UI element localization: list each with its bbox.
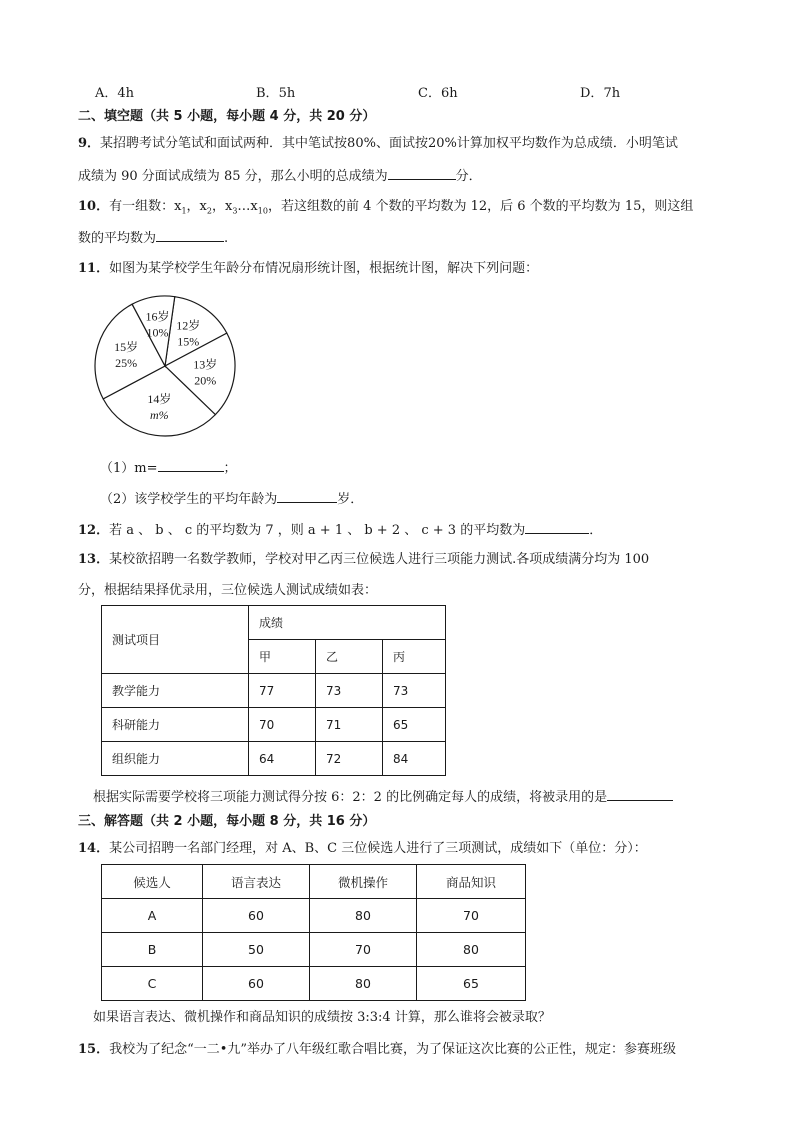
- option-d: D．7h: [580, 86, 621, 101]
- q11-line1: [78, 259, 538, 279]
- q12-line: [78, 519, 602, 541]
- cell: 60: [203, 899, 310, 933]
- q10-line1: [78, 197, 693, 222]
- q9-text: 某招聘考试分笔试和面试两种．其中笔试按80%、面试按20%计算加权平均数作为总成绩．小明笔试: [100, 136, 678, 151]
- q11-text: 如图为某学校学生年龄分布情况扇形统计图，根据统计图，解决下列问题：: [109, 261, 539, 276]
- cell: 80: [417, 933, 526, 967]
- cell: 73: [316, 674, 383, 708]
- candidate-yi: 乙: [316, 640, 383, 674]
- q10-number: 10．: [78, 199, 110, 214]
- q11-sub2-text: （2）该学校学生的平均年龄为: [100, 492, 278, 507]
- q9-line2: [78, 165, 482, 187]
- q13-line2: 分，根据结果择优录用，三位候选人测试成绩如表：: [78, 583, 378, 598]
- cell: 71: [316, 708, 383, 742]
- q11-sub1: [100, 457, 237, 479]
- table-row: [102, 865, 526, 899]
- cell: 77: [249, 674, 316, 708]
- header-item: 测试项目: [102, 606, 249, 674]
- q11-sub1-text: （1）m=: [100, 461, 158, 476]
- q14-text: 某公司招聘一名部门经理，对 A、B、C 三位候选人进行了三项测试，成绩如下（单位：分）：: [109, 841, 647, 856]
- cell: 50: [203, 933, 310, 967]
- q10-sub10: 10: [257, 206, 268, 216]
- q14-number: 14．: [78, 841, 110, 856]
- q12-answer-blank[interactable]: [525, 519, 589, 534]
- cell: 65: [417, 967, 526, 1001]
- cell: 70: [417, 899, 526, 933]
- q10-answer-blank[interactable]: [156, 227, 224, 242]
- pie-age-label: 12岁: [176, 318, 201, 333]
- pie-percent-label: m%: [150, 408, 169, 423]
- cell: 72: [316, 742, 383, 776]
- option-c: C．6h: [418, 86, 458, 101]
- header-cell: 商品知识: [417, 865, 526, 899]
- table-row: [102, 708, 446, 742]
- q10-ellipsis: …x: [237, 199, 258, 214]
- q11-number: 11．: [78, 261, 110, 276]
- header-score: 成绩: [249, 606, 446, 640]
- table-row: [102, 742, 446, 776]
- cell: A: [102, 899, 203, 933]
- q15-text: 我校为了纪念“一二•九”举办了八年级红歌合唱比赛，为了保证这次比赛的公正性，规定：参赛班级: [109, 1042, 677, 1057]
- q9-text2: 成绩为 90 分面试成绩为 85 分，那么小明的总成绩为: [78, 169, 388, 184]
- cell: 80: [310, 967, 417, 1001]
- q12-number: 12．: [78, 523, 110, 538]
- option-a: A．4h: [95, 86, 135, 101]
- row-item: 教学能力: [102, 674, 249, 708]
- q9-line1: [78, 134, 678, 154]
- table-row: [102, 606, 446, 640]
- q13-number: 13．: [78, 552, 110, 567]
- q10-text-a: 有一组数：x: [109, 199, 182, 214]
- cell: 73: [383, 674, 446, 708]
- q10-sub1: 1: [181, 206, 187, 216]
- q10-line2: [78, 227, 228, 249]
- q11-avg-blank[interactable]: [277, 488, 337, 503]
- pie-percent-label: 20%: [194, 373, 217, 388]
- table-row: [102, 967, 526, 1001]
- q14-score-table: [101, 864, 526, 1001]
- q12-end: ．: [589, 523, 603, 538]
- pie-age-label: 15岁: [114, 340, 139, 355]
- q13-text: 某校欲招聘一名数学教师，学校对甲乙丙三位候选人进行三项能力测试.各项成绩满分均为 100: [109, 552, 650, 567]
- q13-score-table: [101, 605, 446, 776]
- row-item: 科研能力: [102, 708, 249, 742]
- pie-age-label: 16岁: [145, 309, 170, 324]
- header-cell: 微机操作: [310, 865, 417, 899]
- pie-age-label: 14岁: [147, 392, 172, 407]
- q10-text2: 数的平均数为: [78, 231, 157, 246]
- q14-after: 如果语言表达、微机操作和商品知识的成绩按 3:3:4 计算，那么谁将会被录取？: [93, 1010, 551, 1025]
- q11-sub2-end: 岁．: [337, 492, 364, 507]
- q13-after: [93, 786, 673, 808]
- q15-number: 15．: [78, 1042, 110, 1057]
- age-pie-chart: [90, 294, 250, 444]
- header-cell: 语言表达: [203, 865, 310, 899]
- cell: 70: [249, 708, 316, 742]
- header-cell: 候选人: [102, 865, 203, 899]
- q13-after-text: 根据实际需要学校将三项能力测试得分按 6：2：2 的比例确定每人的成绩，将被录用的是: [93, 790, 608, 805]
- pie-percent-label: 10%: [146, 325, 169, 340]
- cell: 80: [310, 899, 417, 933]
- pie-percent-label: 25%: [115, 356, 138, 371]
- row-item: 组织能力: [102, 742, 249, 776]
- q10-sep2: ，x: [211, 199, 233, 214]
- q10-sub2: 2: [206, 206, 212, 216]
- q14-line1: [78, 839, 647, 859]
- cell: B: [102, 933, 203, 967]
- q11-sub2: [100, 488, 363, 510]
- q11-m-blank[interactable]: [158, 457, 224, 472]
- table-row: [102, 674, 446, 708]
- q9-number: 9．: [78, 136, 101, 151]
- section2-heading: 二、填空题（共 5 小题，每小题 4 分，共 20 分）: [78, 109, 376, 124]
- q10-text3: .: [224, 231, 229, 246]
- q10-text-b: ，若这组数的前 4 个数的平均数为 12，后 6 个数的平均数为 15，则这组: [267, 199, 694, 214]
- option-b: B．5h: [256, 86, 296, 101]
- q9-answer-blank[interactable]: [388, 165, 456, 180]
- cell: 65: [383, 708, 446, 742]
- cell: 64: [249, 742, 316, 776]
- q15-line1: [78, 1040, 676, 1060]
- q13-line1: [78, 550, 649, 570]
- q10-sep1: ，x: [186, 199, 207, 214]
- q13-answer-blank[interactable]: [607, 786, 673, 801]
- pie-age-label: 13岁: [193, 357, 218, 372]
- cell: 60: [203, 967, 310, 1001]
- q11-sub1-end: ；: [223, 461, 237, 476]
- pie-percent-label: 15%: [177, 334, 200, 349]
- candidate-jia: 甲: [249, 640, 316, 674]
- table-row: [102, 899, 526, 933]
- q10-sub3: 3: [232, 206, 238, 216]
- table-row: [102, 933, 526, 967]
- cell: 84: [383, 742, 446, 776]
- q12-text: 若 a 、 b 、 c 的平均数为 7 ，则 a + 1 、 b + 2 、 c + 3 的平均数为: [109, 523, 526, 538]
- section3-heading: 三、解答题（共 2 小题，每小题 8 分，共 16 分）: [78, 814, 376, 829]
- cell: 70: [310, 933, 417, 967]
- candidate-bing: 丙: [383, 640, 446, 674]
- cell: C: [102, 967, 203, 1001]
- q9-text3: 分．: [455, 169, 482, 184]
